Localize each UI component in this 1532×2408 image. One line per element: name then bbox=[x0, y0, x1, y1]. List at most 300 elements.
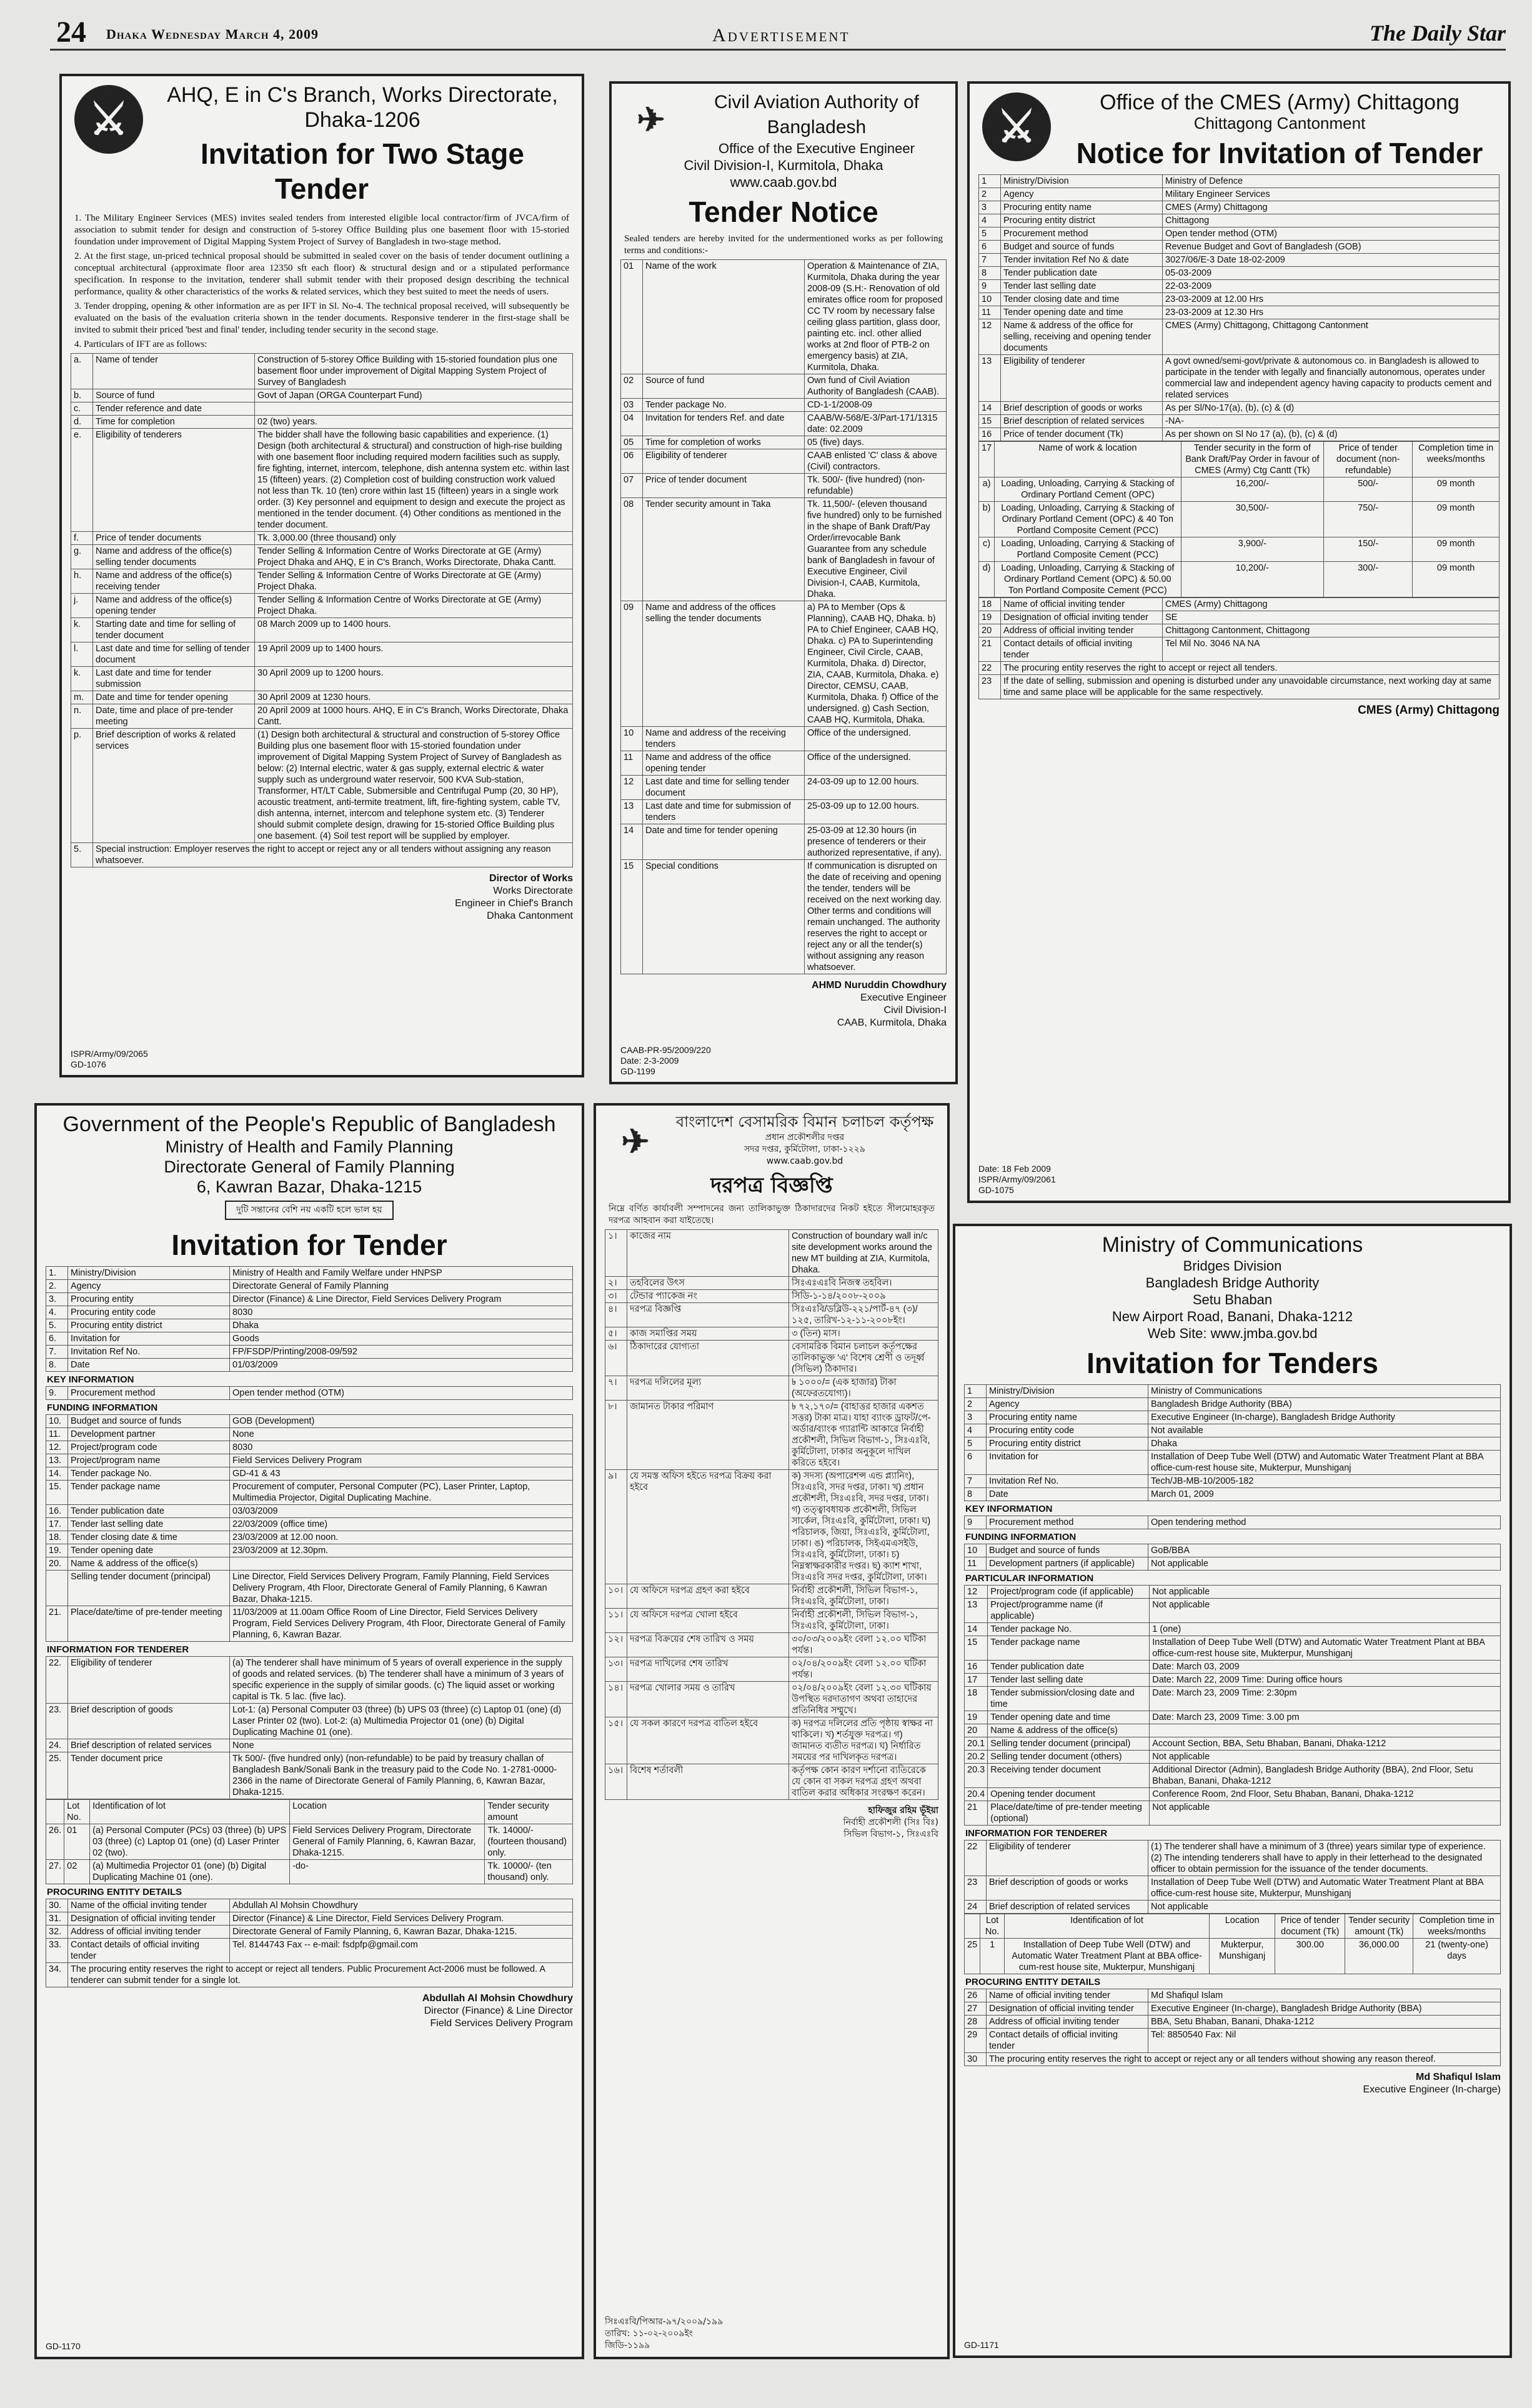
table-row bbox=[46, 1531, 573, 1544]
row-number: 20.1 bbox=[965, 1737, 988, 1751]
table-row bbox=[621, 601, 947, 727]
army-crest-icon: ⚔ bbox=[74, 85, 143, 154]
row-field: Brief description of works & related services bbox=[93, 729, 255, 843]
row-field: Date and time for tender opening bbox=[93, 691, 255, 704]
row-field: Date bbox=[987, 1488, 1148, 1501]
row-value: Date: March 22, 2009 Time: During office hours bbox=[1150, 1674, 1501, 1687]
lots-table bbox=[978, 441, 1500, 597]
lots-header-cell: Tender security in the form of Bank Draft/Pay Order in favour of CMES (Army) Ctg Cantt (Tk) bbox=[1181, 442, 1324, 477]
row-field: Ministry/Division bbox=[68, 1267, 230, 1280]
table-row bbox=[71, 389, 573, 402]
table-row bbox=[71, 402, 573, 416]
row-value: Tech/JB-MB-10/2005-182 bbox=[1148, 1475, 1501, 1488]
table-row bbox=[46, 1359, 573, 1372]
table-row bbox=[965, 1475, 1501, 1488]
row-field: Name & address of the office for selling, receiving and opening tender documents bbox=[1001, 319, 1163, 355]
row-value: ক) দরপত্র দলিলের প্রতি পৃষ্ঠায় স্বাক্ষর না থাকিলে। খ) শর্তযুক্ত দরপত্র। গ) জামানত ব্যতীত দরপত্র। ঘ) নির্ধারিত সময়ের পর দাখিলকৃত দরপত্র। bbox=[789, 1717, 938, 1764]
row-value: Not applicable bbox=[1150, 1801, 1501, 1826]
table-row bbox=[621, 412, 947, 436]
row-number: 20.4 bbox=[965, 1788, 988, 1801]
row-number: 15 bbox=[621, 860, 643, 974]
table-row bbox=[605, 1376, 938, 1401]
row-number: 30. bbox=[46, 1899, 68, 1912]
row-number: 30 bbox=[965, 2053, 987, 2066]
row-number: 12 bbox=[979, 319, 1001, 355]
row-value: ৳ ১০০০/= (এক হাজার) টাকা (অফেরতযোগ্য)। bbox=[789, 1376, 938, 1401]
row-field: Price of tender document bbox=[643, 474, 805, 498]
row-value: ০২/০৪/২০০৯ইং বেলা ১২.৩০ ঘটিকায় উপস্থিত দরদাতাগণ অথবা তাহাদের প্রতিনিধির সম্মুখে। bbox=[789, 1682, 938, 1717]
row-field: Brief description of related services bbox=[1001, 415, 1163, 428]
row-value: Revenue Budget and Govt of Bangladesh (GOB) bbox=[1163, 241, 1500, 254]
ad-heading: Tender Notice bbox=[689, 196, 878, 228]
table-row bbox=[46, 1346, 573, 1359]
row-field: Development partner bbox=[68, 1428, 230, 1441]
row-field: Procuring entity name bbox=[1001, 201, 1163, 214]
row-value: Not applicable bbox=[1150, 1586, 1501, 1599]
row-field: Tender submission/closing date and time bbox=[988, 1687, 1150, 1711]
table-row bbox=[965, 1516, 1501, 1529]
ad-title: Government of the People's Republic of Bangladesh bbox=[62, 1112, 556, 1136]
table-row bbox=[965, 1385, 1501, 1398]
row-field: Invitation for bbox=[987, 1451, 1148, 1475]
row-number: 2. bbox=[46, 1280, 68, 1293]
row-value: Not applicable bbox=[1150, 1599, 1501, 1623]
row-number: 15 bbox=[965, 1636, 988, 1661]
table-row bbox=[965, 2053, 1501, 2066]
row-number: 18. bbox=[46, 1531, 68, 1544]
table-row bbox=[621, 751, 947, 776]
table-row bbox=[71, 642, 573, 667]
row-number: 8 bbox=[979, 267, 1001, 280]
lot-cell: 09 month bbox=[1413, 537, 1500, 562]
table-row bbox=[46, 1752, 573, 1799]
table-row bbox=[46, 1267, 573, 1280]
table-row bbox=[979, 598, 1500, 611]
row-field: দরপত্র খোলার সময় ও তারিখ bbox=[627, 1682, 789, 1717]
row-value: সিডি-১-১৪/২০০৮-২০০৯ bbox=[789, 1290, 938, 1303]
ad-subtitle-4: New Airport Road, Banani, Dhaka-1212 bbox=[1112, 1309, 1353, 1324]
row-value bbox=[1150, 1724, 1501, 1737]
row-field: Tender document price bbox=[68, 1752, 230, 1799]
row-number: 22 bbox=[965, 1841, 987, 1876]
row-value: 8030 bbox=[230, 1441, 573, 1454]
row-number: ৩। bbox=[605, 1290, 627, 1303]
table-row bbox=[46, 1606, 573, 1642]
row-value: Office of the undersigned. bbox=[805, 727, 947, 751]
row-number: p. bbox=[71, 729, 93, 843]
ad-subtitle-3: Setu Bhaban bbox=[1192, 1292, 1273, 1307]
row-field: Last date and time for tender submission bbox=[93, 667, 255, 691]
row-field: Price of tender documents bbox=[93, 532, 255, 545]
row-value: Tel: 8850540 Fax: Nil bbox=[1148, 2029, 1501, 2053]
table-row bbox=[979, 624, 1500, 637]
table-row bbox=[979, 280, 1500, 293]
row-value: The bidder shall have the following basic capabilities and experience. (1) Design (both architectural & structural) and construction of high-rise building with one basement floor including required modern facilities such as supply, fire fighting, internet, intercom, telephone, dish antenna system etc. within last 15 (fifteen) years. (2) Completion cost of building construction work valued not less than Tk. 10 (ten) crore within last 15 (fifteen) years in a single work order. (3) Key personnel and equipment to design and execute the project as mentioned in the tender document. (4) Other conditions as mentioned in the tender document. bbox=[255, 429, 573, 532]
lots-header-cell: Name of work & location bbox=[995, 442, 1181, 477]
row-field: Eligibility of tenderers bbox=[93, 429, 255, 532]
row-value: SE bbox=[1163, 611, 1500, 624]
ad-reference bbox=[620, 1045, 711, 1077]
table-row bbox=[46, 1518, 573, 1531]
table-row bbox=[46, 1505, 573, 1518]
row-field: Special conditions bbox=[643, 860, 805, 974]
row-number: n. bbox=[71, 704, 93, 729]
row-field: Brief description of related services bbox=[987, 1901, 1148, 1914]
table-row bbox=[965, 1737, 1501, 1751]
table-row bbox=[979, 267, 1500, 280]
row-field: Eligibility of tenderer bbox=[1001, 355, 1163, 402]
table-row bbox=[965, 1599, 1501, 1623]
group-heading: KEY INFORMATION bbox=[965, 1504, 1053, 1514]
row-number: 15 bbox=[979, 415, 1001, 428]
lots-header-cell: Lot No. bbox=[980, 1914, 1005, 1939]
row-field: Procuring entity bbox=[68, 1293, 230, 1306]
row-field: Opening tender document bbox=[988, 1788, 1150, 1801]
row-field: Project/program code bbox=[68, 1441, 230, 1454]
row-value: Field Services Delivery Program bbox=[230, 1454, 573, 1467]
table-row bbox=[965, 1876, 1501, 1901]
lot-cell: 09 month bbox=[1413, 477, 1500, 502]
row-number: 9. bbox=[46, 1387, 68, 1400]
row-number: 16. bbox=[46, 1505, 68, 1518]
table-row bbox=[621, 498, 947, 601]
table-row bbox=[965, 1801, 1501, 1826]
row-number: 08 bbox=[621, 498, 643, 601]
row-number: 13. bbox=[46, 1454, 68, 1467]
row-field: Name of the work bbox=[643, 260, 805, 374]
signature-line: Md Shafiqul Islam bbox=[1415, 2072, 1501, 2082]
row-value: Date: March 03, 2009 bbox=[1150, 1661, 1501, 1674]
row-field: Agency bbox=[987, 1398, 1148, 1411]
row-number: 11 bbox=[621, 751, 643, 776]
lot-cell: Mukterpur, Munshiganj bbox=[1209, 1939, 1275, 1974]
row-number: 1 bbox=[979, 175, 1001, 188]
lot-cell: 36,000.00 bbox=[1345, 1939, 1413, 1974]
table-row bbox=[46, 1912, 573, 1926]
table-row bbox=[46, 1963, 573, 1987]
row-number: 14 bbox=[979, 402, 1001, 415]
row-number: m. bbox=[71, 691, 93, 704]
lot-cell: 25 bbox=[965, 1939, 980, 1974]
group-heading: PARTICULAR INFORMATION bbox=[965, 1573, 1094, 1584]
row-number: 22. bbox=[46, 1657, 68, 1704]
lots-header-cell: Identification of lot bbox=[90, 1800, 290, 1824]
section-label: Advertisement bbox=[712, 25, 850, 46]
reference-line: সিঃএঃবি/পিআর-৯৭/২০০৯/১৯৯ bbox=[605, 2317, 724, 2327]
row-value: Account Section, BBA, Setu Bhaban, Banani, Dhaka-1212 bbox=[1150, 1737, 1501, 1751]
ad-subtitle: Chittagong Cantonment bbox=[1193, 114, 1366, 132]
ad-subtitle-2: Bangladesh Bridge Authority bbox=[1145, 1275, 1320, 1291]
row-value: 25-03-09 at 12.30 hours (in presence of tenderers or their authorized representative, if any). bbox=[805, 824, 947, 860]
table-row bbox=[965, 1711, 1501, 1724]
lot-row bbox=[979, 502, 1500, 537]
row-number: 12 bbox=[965, 1586, 988, 1599]
row-number: 2 bbox=[965, 1398, 987, 1411]
lots-header bbox=[965, 1914, 1501, 1939]
lot-cell: 27. bbox=[46, 1860, 64, 1884]
row-field: Special instruction: Employer reserves the right to accept or reject any or all tenders without assigning any reason whatsoever. bbox=[93, 843, 573, 867]
row-field: Receiving tender document bbox=[988, 1764, 1150, 1788]
signature-line: Abdullah Al Mohsin Chowdhury bbox=[422, 1993, 573, 2004]
row-field: Procuring entity code bbox=[68, 1306, 230, 1319]
row-value: CMES (Army) Chittagong bbox=[1163, 598, 1500, 611]
tender-table bbox=[605, 1229, 938, 1800]
row-number: 13 bbox=[979, 355, 1001, 402]
row-field: Project/program code (if applicable) bbox=[988, 1586, 1150, 1599]
row-value: Not applicable bbox=[1148, 1557, 1501, 1571]
table-row bbox=[965, 1398, 1501, 1411]
row-field: Last date and time for selling tender document bbox=[643, 776, 805, 800]
table-row bbox=[71, 545, 573, 569]
row-field: The procuring entity reserves the right to accept or reject any or all tenders without showing any reason thereof. bbox=[987, 2053, 1501, 2066]
ad-subtitle-1: Bridges Division bbox=[1183, 1258, 1282, 1274]
row-field: Place/date/time of pre-tender meeting bbox=[68, 1606, 230, 1642]
row-field: Last date and time for selling of tender document bbox=[93, 642, 255, 667]
row-value: ৩ (তিন) মাস। bbox=[789, 1327, 938, 1341]
table-row bbox=[965, 1586, 1501, 1599]
tender-table bbox=[964, 1384, 1501, 1501]
row-field: Name and address of the receiving tenders bbox=[643, 727, 805, 751]
key-info-table bbox=[46, 1386, 573, 1400]
row-value: 22-03-2009 bbox=[1163, 280, 1500, 293]
funding-table bbox=[964, 1544, 1501, 1571]
tender-table bbox=[71, 353, 573, 867]
table-row bbox=[71, 843, 573, 867]
lot-cell: 01 bbox=[64, 1824, 90, 1860]
lots-header-cell: Completion time in weeks/months bbox=[1413, 1914, 1501, 1939]
table-row bbox=[979, 611, 1500, 624]
row-number: 11. bbox=[46, 1428, 68, 1441]
ad-caab-bangla-tender bbox=[594, 1103, 950, 2359]
table-row bbox=[979, 175, 1500, 188]
table-row bbox=[71, 704, 573, 729]
row-number: 20 bbox=[979, 624, 1001, 637]
row-number: 17. bbox=[46, 1518, 68, 1531]
row-field: Development partners (if applicable) bbox=[987, 1557, 1148, 1571]
row-value: (1) The tenderer shall have a minimum of 3 (three) years similar type of experience. (2) The intending tenderers shall have to apply in their letterhead to the designated officer to obtain permission for the issuance of the tender documents. bbox=[1148, 1841, 1501, 1876]
row-number: j. bbox=[71, 594, 93, 618]
row-value: GOB (Development) bbox=[230, 1415, 573, 1428]
row-number: 11 bbox=[965, 1557, 987, 1571]
row-number: 4 bbox=[979, 214, 1001, 227]
table-row bbox=[965, 1661, 1501, 1674]
row-number: 03 bbox=[621, 399, 643, 412]
lot-row bbox=[979, 477, 1500, 502]
table-row bbox=[46, 1293, 573, 1306]
row-number: 31. bbox=[46, 1912, 68, 1926]
row-field: যে সকল কারণে দরপত্র বাতিল হইবে bbox=[627, 1717, 789, 1764]
row-value: 19 April 2009 up to 1400 hours. bbox=[255, 642, 573, 667]
row-value: BBA, Setu Bhaban, Banani, Dhaka-1212 bbox=[1148, 2016, 1501, 2029]
row-field: Tender closing date and time bbox=[1001, 293, 1163, 306]
row-value: Construction of 5-storey Office Building with 15-storied foundation plus one basement floor under improvement of Digital Mapping System Project of Survey of Bangladesh bbox=[255, 354, 573, 389]
signature-line: হাফিজুর রহিম ভূঁইয়া bbox=[868, 1806, 938, 1816]
signature-line: CAAB, Kurmitola, Dhaka bbox=[837, 1017, 947, 1028]
ad-subtitle-2: Civil Division-I, Kurmitola, Dhaka bbox=[684, 157, 883, 173]
row-number: ১৫। bbox=[605, 1717, 627, 1764]
row-number: 2 bbox=[979, 188, 1001, 201]
ad-intro: নিম্নে বর্ণিত কার্যাবলী সম্পাদনের জন্য তালিকাভুক্ত ঠিকাদারদের নিকট হইতে সীলমোহরকৃত দরপত্র আহবান করা যাইতেছে। bbox=[609, 1204, 935, 1226]
lots-header bbox=[46, 1800, 573, 1824]
group-heading: FUNDING INFORMATION bbox=[47, 1402, 158, 1413]
row-field: Budget and source of funds bbox=[68, 1415, 230, 1428]
row-number: ৬। bbox=[605, 1341, 627, 1376]
lot-cell: 300/- bbox=[1324, 562, 1413, 597]
row-number: d. bbox=[71, 416, 93, 429]
ad-paragraph: 3. Tender dropping, opening & other information are as per IFT in Sl. No-4. The technical proposal received, will subsequently be evaluated on the basis of the evaluation criteria shown in the tender documents. Responsive tenderer in the first-stage shall be invited to submit their priced 'best and final' tender, including tender security in the second stage. bbox=[74, 301, 569, 335]
row-value: Operation & Maintenance of ZIA, Kurmitola, Dhaka during the year 2008-09 (S.H:- Renovation of old emirates office room for proposed CC TV room by necessary false ceiling glass partition, glass door, painting etc. incl. other allied works at 2nd floor of PTB-2 on emergency basis) at ZIA, Kurmitola, Dhaka. bbox=[805, 260, 947, 374]
row-value: Tk. 500/- (five hundred) (non-refundable) bbox=[805, 474, 947, 498]
row-value: Chittagong bbox=[1163, 214, 1500, 227]
row-field: দরপত্র বিজ্ঞপ্তি bbox=[627, 1303, 789, 1327]
row-number: 16 bbox=[979, 428, 1001, 441]
row-value: 23-03-2009 at 12.30 Hrs bbox=[1163, 306, 1500, 319]
row-field: Contact details of official inviting tender bbox=[987, 2029, 1148, 2053]
table-row bbox=[979, 254, 1500, 267]
lot-row bbox=[979, 537, 1500, 562]
row-value: 30 April 2009 up to 1200 hours. bbox=[255, 667, 573, 691]
table-row bbox=[965, 1751, 1501, 1764]
lot-cell: Loading, Unloading, Carrying & Stacking of Ordinary Portland Cement (OPC) & 50.00 Ton Portland Composite Cement (PCC) bbox=[995, 562, 1181, 597]
row-value: 1 (one) bbox=[1150, 1623, 1501, 1636]
row-number: 12 bbox=[621, 776, 643, 800]
row-field: যে অফিসে দরপত্র গ্রহণ করা হইবে bbox=[627, 1584, 789, 1609]
row-number: 8. bbox=[46, 1359, 68, 1372]
row-value: Military Engineer Services bbox=[1163, 188, 1500, 201]
row-field: Eligibility of tenderer bbox=[987, 1841, 1148, 1876]
row-field: The procuring entity reserves the right to accept or reject all tenders. Public Procurement Act-2006 must be followed. A tenderer can submit tender for a single lot. bbox=[68, 1963, 573, 1987]
row-number: ১। bbox=[605, 1230, 627, 1277]
row-number: 6 bbox=[965, 1451, 987, 1475]
row-number: 9 bbox=[979, 280, 1001, 293]
row-value: (1) Design both architectural & structural and construction of 5-storey Office Building plus one basement floor with 15-storied foundation under improvement of Digital Mapping System Project of Survey of Bangladesh as below: (2) Internal electric, water & gas supply, external electric & water supply such as underground water reservoir, 500 KVA Sub-station, Transformer, HT/LT Cable, Submersible and Centrifugal Pump (20, 30 HP), acoustic treatment, anti-termite treatment, lift, fire-fighting system, cable TV, dish antenna, internet, intercom and telephone system etc. (3) Tenderer should submit complete design, drawing for 15-storied Office Building plus one basement. (4) Soil test report will be supplied by employer. bbox=[255, 729, 573, 843]
row-field: Address of official inviting tender bbox=[68, 1926, 230, 1939]
reference-line: ISPR/Army/09/2061 bbox=[978, 1174, 1056, 1184]
signature-line: সিভিল বিভাগ-১, সিঃএঃবি bbox=[843, 1829, 938, 1839]
group-heading: PROCURING ENTITY DETAILS bbox=[47, 1887, 182, 1897]
row-field: Project/program name bbox=[68, 1454, 230, 1467]
row-field: বিশেষ শর্তাবলী bbox=[627, 1764, 789, 1800]
table-row bbox=[965, 1451, 1501, 1475]
signature-line: Director of Works bbox=[489, 873, 573, 884]
row-field: দরপত্র দাখিলের শেষ তারিখ bbox=[627, 1657, 789, 1682]
table-row bbox=[965, 1764, 1501, 1788]
row-field: Name of the official inviting tender bbox=[68, 1899, 230, 1912]
row-number: 7. bbox=[46, 1346, 68, 1359]
row-value: ৩০/০৩/২০০৯ইং বেলা ১২.০০ ঘটিকা পর্যন্ত। bbox=[789, 1633, 938, 1657]
table-row bbox=[605, 1609, 938, 1633]
row-value: 23-03-2009 at 12.00 Hrs bbox=[1163, 293, 1500, 306]
row-field: The procuring entity reserves the right to accept or reject all tenders. bbox=[1001, 662, 1500, 675]
row-number: 14 bbox=[621, 824, 643, 860]
row-value: CD-1-1/2008-09 bbox=[805, 399, 947, 412]
table-row bbox=[621, 374, 947, 399]
row-field: Agency bbox=[1001, 188, 1163, 201]
table-row bbox=[46, 1704, 573, 1739]
row-number: 3. bbox=[46, 1293, 68, 1306]
row-value: Tender Selling & Information Centre of Works Directorate at GE (Army) Project Dhaka. bbox=[255, 569, 573, 594]
ad-subtitle-1: প্রধান প্রকৌশলীর দপ্তর bbox=[765, 1132, 845, 1142]
row-value: Line Director, Field Services Delivery Program, Family Planning, Field Services Delivery Program, 4th Floor, Directorate General of Family Planning, 6 Kawran Bazar, Dhaka-1215. bbox=[230, 1571, 573, 1606]
tender-table bbox=[978, 174, 1500, 441]
signature-line: Civil Division-I bbox=[883, 1005, 947, 1016]
lot-cell: 1 bbox=[980, 1939, 1005, 1974]
tender-table-2 bbox=[978, 597, 1500, 699]
row-value: নির্বাহী প্রকৌশলী, সিভিল বিভাগ-১, সিঃএঃবি, কুর্মিটোলা, ঢাকা। bbox=[789, 1584, 938, 1609]
row-number: 7 bbox=[965, 1475, 987, 1488]
row-value: Open tender method (OTM) bbox=[1163, 227, 1500, 241]
table-row bbox=[965, 2016, 1501, 2029]
row-field: Tender package No. bbox=[988, 1623, 1150, 1636]
row-number: 11 bbox=[979, 306, 1001, 319]
row-field: Ministry/Division bbox=[1001, 175, 1163, 188]
row-value: Conference Room, 2nd Floor, Setu Bhaban, Banani, Dhaka-1212 bbox=[1150, 1788, 1501, 1801]
row-field: Procuring entity name bbox=[987, 1411, 1148, 1424]
table-row bbox=[46, 1441, 573, 1454]
lot-cell: 500/- bbox=[1324, 477, 1413, 502]
table-row bbox=[979, 306, 1500, 319]
lot-cell: 10,200/- bbox=[1181, 562, 1324, 597]
row-value: 30 April 2009 at 1230 hours. bbox=[255, 691, 573, 704]
row-field: Name & address of the office(s) bbox=[68, 1557, 230, 1571]
signature-line: Field Services Delivery Program bbox=[430, 2018, 573, 2029]
table-row bbox=[965, 1424, 1501, 1437]
row-value: (a) The tenderer shall have minimum of 5 years of overall experience in the supply of goods and related services. (b) The tenderer shall have a minimum of 3 years of specific experience in the supply of similar goods. (c) The liquid asset or working capital is Tk. 5 lac. (five lac). bbox=[230, 1657, 573, 1704]
table-row bbox=[965, 1901, 1501, 1914]
table-row bbox=[71, 429, 573, 532]
row-number: 9 bbox=[965, 1516, 987, 1529]
lot-cell: b) bbox=[979, 502, 995, 537]
row-field: Budget and source of funds bbox=[987, 1544, 1148, 1557]
ad-subtitle-1: Ministry of Health and Family Planning bbox=[165, 1137, 454, 1156]
row-field: Selling tender document (principal) bbox=[68, 1571, 230, 1606]
table-row bbox=[605, 1717, 938, 1764]
row-number: 07 bbox=[621, 474, 643, 498]
row-value: Executive Engineer (In-charge), Bangladesh Bridge Authority (BBA) bbox=[1148, 2002, 1501, 2016]
row-field: Invitation Ref No. bbox=[987, 1475, 1148, 1488]
row-number: 16 bbox=[965, 1661, 988, 1674]
row-field: Tender last selling date bbox=[988, 1674, 1150, 1687]
row-value: Ministry of Defence bbox=[1163, 175, 1500, 188]
row-value: Dhaka bbox=[1148, 1437, 1501, 1451]
row-value: 23/03/2009 at 12.30pm. bbox=[230, 1544, 573, 1557]
table-row bbox=[979, 355, 1500, 402]
row-number: a. bbox=[71, 354, 93, 389]
row-number: k. bbox=[71, 618, 93, 642]
table-row bbox=[46, 1739, 573, 1752]
row-field: ঠিকাদারের যোগ্যতা bbox=[627, 1341, 789, 1376]
row-field: যে সমস্ত অফিস হইতে দরপত্র বিক্রয় করা হইবে bbox=[627, 1470, 789, 1584]
lot-row bbox=[965, 1939, 1501, 1974]
row-value: 8030 bbox=[230, 1306, 573, 1319]
row-field: Date, time and place of pre-tender meeting bbox=[93, 704, 255, 729]
row-field: Time for completion of works bbox=[643, 436, 805, 449]
ad-subtitle-3: 6, Kawran Bazar, Dhaka-1215 bbox=[196, 1177, 422, 1196]
table-row bbox=[71, 569, 573, 594]
row-value: Tel. 8144743 Fax -- e-mail: fsdpfp@gmail.com bbox=[230, 1939, 573, 1963]
row-number: ৯। bbox=[605, 1470, 627, 1584]
table-row bbox=[605, 1682, 938, 1717]
ad-title: Office of the CMES (Army) Chittagong bbox=[1100, 91, 1460, 114]
row-value: CAAB enlisted 'C' class & above (Civil) contractors. bbox=[805, 449, 947, 474]
row-field: Date and time for tender opening bbox=[643, 824, 805, 860]
table-row bbox=[605, 1764, 938, 1800]
table-row bbox=[979, 637, 1500, 662]
row-field: Procuring entity district bbox=[987, 1437, 1148, 1451]
table-row bbox=[979, 675, 1500, 699]
row-field: Tender publication date bbox=[988, 1661, 1150, 1674]
signature-line: নির্বাহী প্রকৌশলী (সিঃ বিঃ) bbox=[843, 1817, 938, 1827]
